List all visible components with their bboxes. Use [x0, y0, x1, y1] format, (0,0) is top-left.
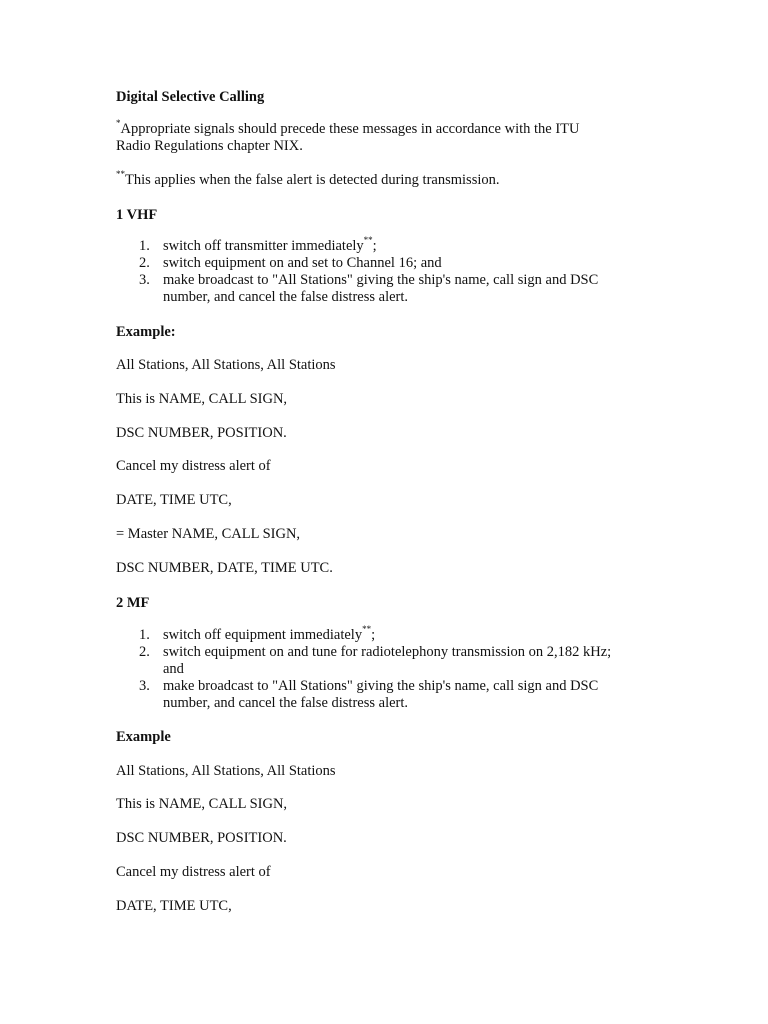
mf-step-1-text: switch off equipment immediately	[163, 627, 363, 643]
vhf-example-heading: Example:	[116, 324, 176, 340]
vhf-step-2-number: 2.	[139, 255, 150, 271]
vhf-step-2-text: switch equipment on and set to Channel 16; and	[163, 255, 442, 271]
mf-step-1	[116, 624, 611, 644]
mf-example-line-2: This is NAME, CALL SIGN,	[116, 796, 288, 812]
mf-example-line-3: DSC NUMBER, POSITION.	[116, 830, 287, 846]
footnote-2-text: This applies when the false alert is detected during transmission.	[125, 172, 500, 188]
mf-step-2	[116, 644, 611, 678]
vhf-example-line-7: DSC NUMBER, DATE, TIME UTC.	[116, 560, 333, 576]
vhf-example-line-2: This is NAME, CALL SIGN,	[116, 391, 288, 407]
document-title: Digital Selective Calling	[116, 89, 265, 105]
mf-example-line-5: DATE, TIME UTC,	[116, 898, 232, 914]
mf-example-line-1: All Stations, All Stations, All Stations	[116, 763, 336, 779]
mf-step-3-line-2: number, and cancel the false distress alert.	[163, 695, 409, 711]
mf-step-1-number: 1.	[139, 627, 150, 643]
vhf-steps-list	[116, 235, 599, 306]
section-heading-mf: 2 MF	[116, 595, 150, 611]
footnote-1	[116, 118, 580, 155]
vhf-step-3	[116, 272, 598, 306]
mf-steps-list	[116, 624, 612, 712]
footnote-2-marker: **	[116, 169, 125, 180]
vhf-step-1-number: 1.	[139, 238, 150, 254]
section-heading-vhf: 1 VHF	[116, 207, 158, 223]
vhf-step-1-text: switch off transmitter immediately	[163, 238, 364, 254]
mf-step-1-suffix: ;	[371, 627, 376, 643]
mf-example-heading: Example	[116, 729, 171, 745]
mf-step-3	[116, 678, 611, 712]
mf-step-3-number: 3.	[139, 678, 150, 694]
vhf-step-3-number: 3.	[139, 272, 150, 288]
mf-example-line-4: Cancel my distress alert of	[116, 864, 271, 880]
mf-step-2-line-2: and	[163, 661, 184, 677]
footnote-2	[116, 169, 500, 189]
vhf-step-1	[116, 235, 598, 255]
vhf-example-line-3: DSC NUMBER, POSITION.	[116, 425, 287, 441]
mf-step-1-footnote-marker: **	[362, 624, 372, 635]
vhf-example-line-6: = Master NAME, CALL SIGN,	[116, 526, 301, 542]
vhf-step-2	[116, 255, 598, 272]
vhf-step-1-suffix: ;	[372, 238, 377, 254]
vhf-step-3-line-2: number, and cancel the false distress alert.	[163, 289, 409, 305]
mf-step-2-number: 2.	[139, 644, 150, 660]
vhf-step-1-footnote-marker: **	[363, 235, 373, 246]
vhf-step-3-line-1: make broadcast to "All Stations" giving the ship's name, call sign and DSC	[163, 272, 599, 288]
footnote-1-line-1: Appropriate signals should precede these messages in accordance with the ITU	[120, 121, 580, 137]
vhf-example-line-5: DATE, TIME UTC,	[116, 492, 232, 508]
mf-step-3-line-1: make broadcast to "All Stations" giving the ship's name, call sign and DSC	[163, 678, 599, 694]
footnote-1-marker: *	[116, 118, 121, 129]
vhf-example-line-4: Cancel my distress alert of	[116, 458, 271, 474]
footnote-1-line-2: Radio Regulations chapter NIX.	[116, 138, 303, 154]
vhf-example-line-1: All Stations, All Stations, All Stations	[116, 357, 336, 373]
mf-step-2-line-1: switch equipment on and tune for radiotelephony transmission on 2,182 kHz;	[163, 644, 612, 660]
